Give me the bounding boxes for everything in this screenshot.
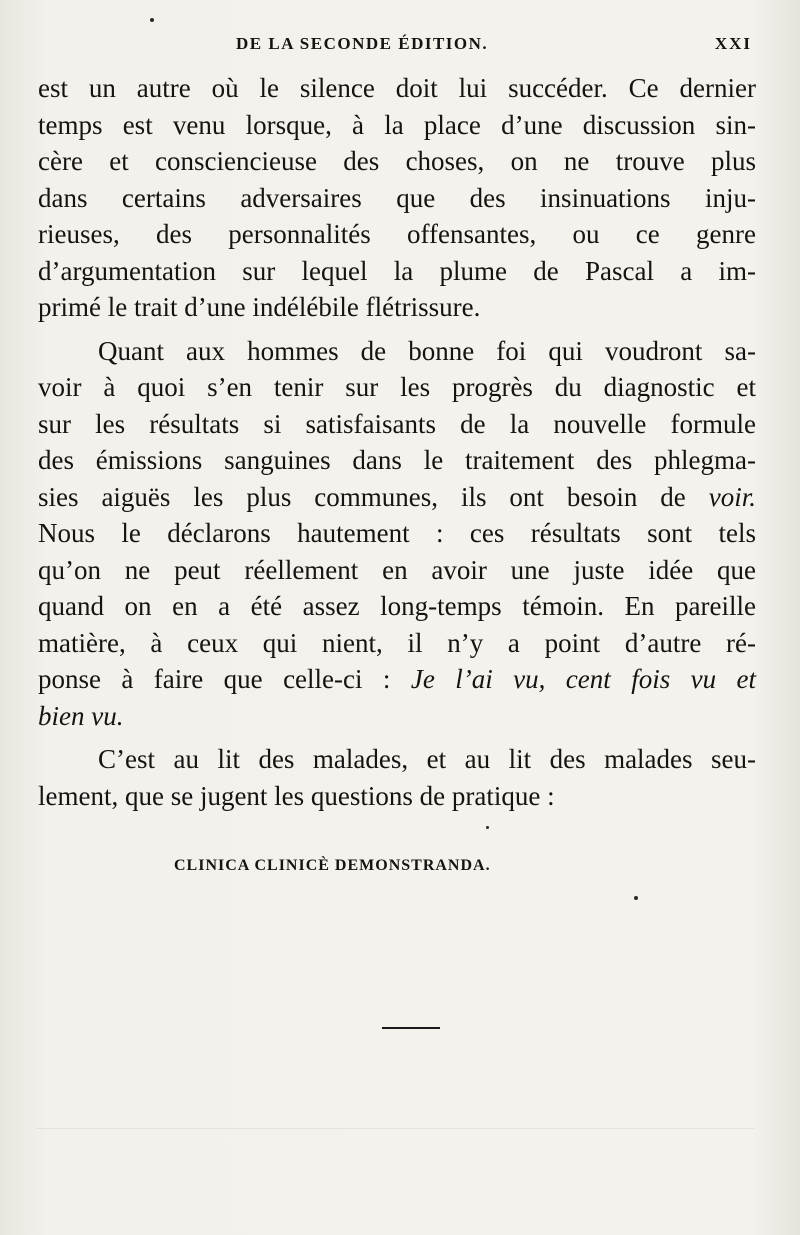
- text-line: rieuses, des personnalités offensantes, ou ce genre: [38, 219, 756, 249]
- text-line: matière, à ceux qui nient, il n’y a point d’autre ré-: [38, 627, 756, 658]
- text-segment: ponse à faire que celle-ci :: [38, 664, 391, 694]
- faint-footnote-rule: [36, 1128, 754, 1129]
- text-line: sur les résultats si satisfaisants de la nouvelle formule: [38, 408, 756, 439]
- section-rule: [382, 1027, 440, 1029]
- text-line: cère et consciencieuse des choses, on ne trouve plus: [38, 146, 756, 176]
- text-line: C’est au lit des malades, et au lit des malades seu-: [98, 744, 756, 774]
- text-line: d’argumentation sur lequel la plume de Pascal a im-: [38, 255, 756, 286]
- text-line: [38, 479, 756, 516]
- page-number: XXI: [714, 34, 752, 53]
- text-line: des émissions sanguines dans le traitement des phlegma-: [38, 445, 756, 475]
- text-segment: sies aiguës les plus communes, ils ont besoin de: [38, 481, 686, 512]
- ink-speck: [486, 826, 489, 829]
- text-line: [38, 698, 756, 735]
- italic-voir: voir.: [708, 481, 756, 512]
- running-header: [36, 30, 758, 62]
- text-line: qu’on ne peut réellement en avoir une juste idée que: [38, 554, 756, 585]
- text-line: quand on en a été assez long-temps témoin. En pareille: [38, 591, 756, 621]
- ink-speck: [150, 18, 154, 22]
- motto: CLINICA CLINICÈ DEMONSTRANDA.: [174, 857, 491, 874]
- running-title: DE LA SECONDE ÉDITION.: [236, 34, 489, 53]
- italic-quote: Je l’ai vu, cent fois vu et: [410, 664, 757, 694]
- text-line: dans certains adversaires que des insinuations inju-: [38, 182, 756, 213]
- ink-speck: [634, 896, 638, 900]
- text-line: primé le trait d’une indélébile flétrissure.: [38, 292, 481, 322]
- text-line: temps est venu lorsque, à la place d’une discussion sin-: [38, 109, 756, 140]
- paragraph-3: [38, 741, 756, 814]
- body-text: [38, 70, 756, 814]
- text-line: Quant aux hommes de bonne foi qui voudront sa-: [98, 335, 756, 366]
- text-line: [38, 661, 756, 698]
- paragraph-1: [38, 70, 756, 326]
- text-line: voir à quoi s’en tenir sur les progrès du diagnostic et: [38, 372, 756, 402]
- text-line: est un autre où le silence doit lui succéder. Ce dernier: [38, 73, 756, 103]
- text-line: lement, que se jugent les questions de pratique :: [38, 780, 555, 811]
- italic-bien-vu: bien vu.: [38, 700, 124, 731]
- text-line: Nous le déclarons hautement : ces résultats sont tels: [38, 518, 756, 548]
- paragraph-2: [38, 333, 756, 735]
